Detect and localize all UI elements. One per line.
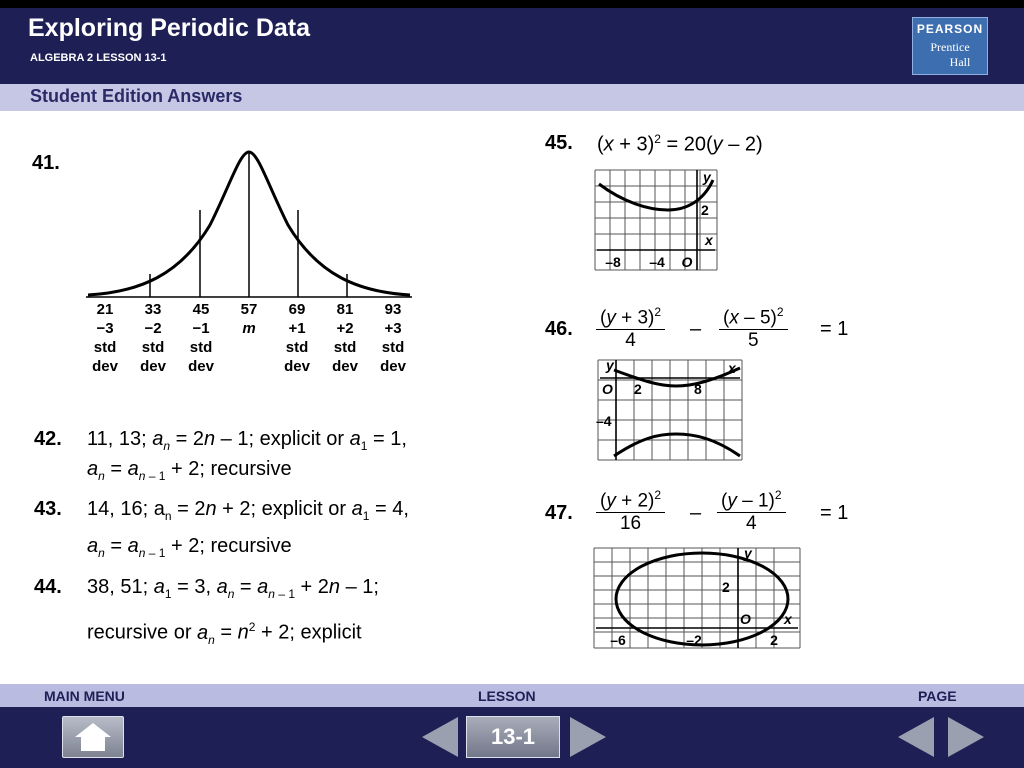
problem-41-number: 41. xyxy=(32,152,60,174)
problem-44-number: 44. xyxy=(34,576,62,598)
pearson-logo xyxy=(912,17,988,75)
x-tick-label: –8 xyxy=(605,254,621,270)
x-tick-label: –4 xyxy=(649,254,665,270)
lesson-next-button[interactable] xyxy=(570,717,606,757)
x-axis-label: x xyxy=(728,360,736,376)
x-axis-label: x xyxy=(705,232,713,248)
x-tick-label: 8 xyxy=(694,381,702,397)
y-tick-label: –4 xyxy=(596,413,612,429)
dev-label: −2 xyxy=(144,320,162,337)
main-menu-button[interactable] xyxy=(62,716,124,758)
y-axis-label: y xyxy=(606,357,614,373)
graph-45 xyxy=(593,166,721,274)
page-title: Exploring Periodic Data xyxy=(28,14,311,42)
std-labels xyxy=(92,339,407,375)
std-label: std xyxy=(285,339,309,356)
value-label: 33 xyxy=(144,301,162,318)
graph-46 xyxy=(596,356,746,466)
origin-label: O xyxy=(740,611,751,627)
std-label: std xyxy=(141,339,165,356)
x-tick-label: 2 xyxy=(634,381,642,397)
problem-46-term1: $\frac{(y + 3)^2}{4}$ xyxy=(596,305,665,352)
problem-43-line2: $a_n = a_{n - 1} + 2$; recursive xyxy=(87,535,292,560)
logo-line3: Hall xyxy=(949,55,971,69)
section-title: Student Edition Answers xyxy=(30,86,243,106)
main-menu-label: MAIN MENU xyxy=(44,688,125,704)
graph-47 xyxy=(592,544,804,654)
dev-word: dev xyxy=(332,358,358,375)
lesson-previous-button[interactable] xyxy=(422,717,458,757)
problem-42-line2: $a_n = a_{n - 1} + 2$; recursive xyxy=(87,458,292,483)
dev-label: −1 xyxy=(192,320,210,337)
normal-curve-graph xyxy=(80,140,420,385)
dev-label: m xyxy=(242,320,256,337)
problem-47-term1: $\frac{(y + 2)^2}{16}$ xyxy=(596,488,665,535)
problem-47-term2: $\frac{(y - 1)^2}{4}$ xyxy=(717,488,786,535)
x-tick-label: –6 xyxy=(610,632,626,648)
value-label: 45 xyxy=(192,301,210,318)
home-icon xyxy=(63,717,123,757)
dev-word: dev xyxy=(188,358,214,375)
parabola xyxy=(599,180,713,210)
lesson-label: LESSON xyxy=(478,688,536,704)
dev-word: dev xyxy=(140,358,166,375)
dev-label: +2 xyxy=(336,320,354,337)
problem-46-number: 46. xyxy=(545,318,573,340)
std-label: std xyxy=(93,339,117,356)
problem-45-number: 45. xyxy=(545,132,573,154)
y-tick-label: 2 xyxy=(701,202,709,218)
page-next-button[interactable] xyxy=(948,717,984,757)
dev-word: dev xyxy=(380,358,406,375)
y-axis-label: y xyxy=(744,545,752,561)
page-previous-button[interactable] xyxy=(898,717,934,757)
problem-42-number: 42. xyxy=(34,428,62,450)
std-label: std xyxy=(381,339,405,356)
std-label: std xyxy=(189,339,213,356)
page-label: PAGE xyxy=(918,688,957,704)
problem-46-rhs: = 1 xyxy=(820,318,849,340)
logo-line2: Prentice xyxy=(930,40,970,54)
y-tick-label: 2 xyxy=(722,579,730,595)
logo-line1: PEARSON xyxy=(916,22,984,36)
dev-label: +1 xyxy=(288,320,306,337)
problem-46-term2: $\frac{(x - 5)^2}{5}$ xyxy=(719,305,788,352)
problem-47-minus: – xyxy=(690,502,702,524)
x-tick-label: –2 xyxy=(686,632,702,648)
problem-46-minus: – xyxy=(690,318,702,340)
origin-label: O xyxy=(602,381,613,397)
value-label: 81 xyxy=(336,301,354,318)
problem-44-line1: 38, 51; $a_1 = 3$, $a_n = a_{n - 1} + 2n - 1$; xyxy=(87,576,379,601)
problem-43-number: 43. xyxy=(34,498,62,520)
problem-47-rhs: = 1 xyxy=(820,502,849,524)
dev-label: −3 xyxy=(96,320,114,337)
problem-45-equation: $(x + 3)^2 = 20(y - 2)$ xyxy=(597,132,763,156)
origin-label: O xyxy=(681,254,693,270)
value-label: 69 xyxy=(288,301,306,318)
lesson-number-box: 13-1 xyxy=(466,716,560,758)
problem-47-number: 47. xyxy=(545,502,573,524)
value-label: 57 xyxy=(240,301,258,318)
problem-43-line1: 14, 16; $a_n = 2n + 2$; explicit or $a_1 = 4$, xyxy=(87,498,409,523)
dev-label: +3 xyxy=(384,320,402,337)
std-label: std xyxy=(333,339,357,356)
dev-word: dev xyxy=(92,358,118,375)
dev-word: dev xyxy=(284,358,310,375)
value-label: 21 xyxy=(96,301,114,318)
problem-42-line1: 11, 13; $a_n = 2n - 1$; explicit or $a_1 = 1$, xyxy=(87,428,407,453)
lower-branch xyxy=(614,434,740,456)
page-subtitle: ALGEBRA 2 LESSON 13-1 xyxy=(30,52,167,64)
problem-44-line2: recursive or $a_n = n^2 + 2$; explicit xyxy=(87,620,362,647)
x-axis-label: x xyxy=(784,611,792,627)
y-axis-label: y xyxy=(703,169,711,185)
upper-branch xyxy=(614,368,740,386)
x-tick-label: 2 xyxy=(770,632,778,648)
value-label: 93 xyxy=(384,301,402,318)
